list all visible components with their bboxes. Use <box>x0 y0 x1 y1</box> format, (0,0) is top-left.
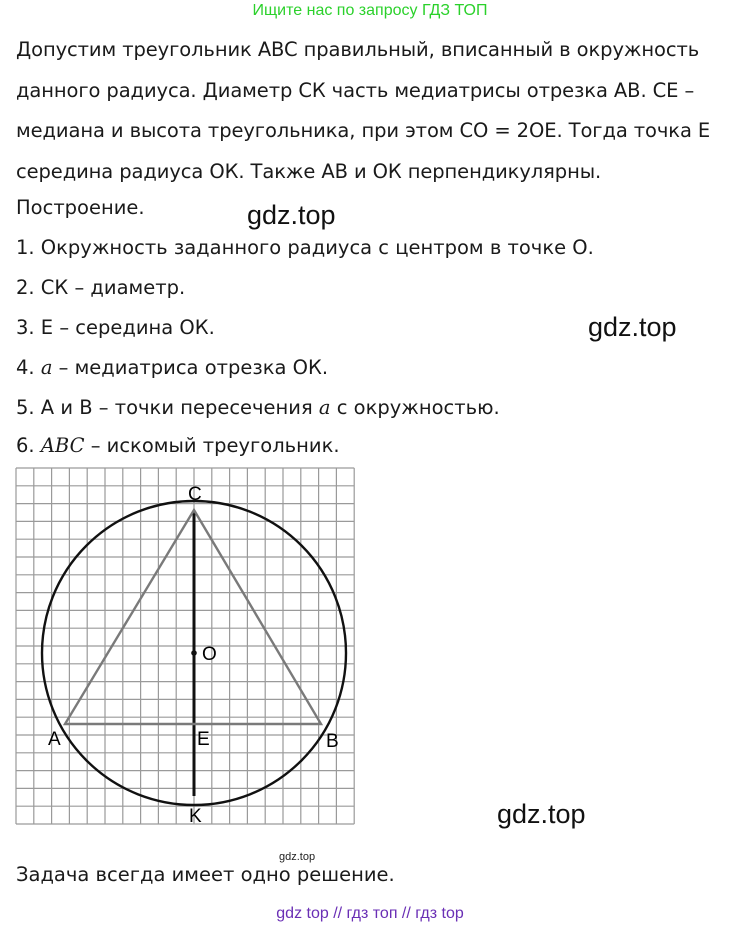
watermark: gdz.top <box>247 200 336 230</box>
step-5 <box>16 396 500 419</box>
watermark: gdz.top <box>588 312 677 342</box>
step-1: 1. Окружность заданного радиуса с центром в точке О. <box>16 236 594 259</box>
watermark-small: gdz.top <box>279 851 316 863</box>
point-o-label: O <box>202 644 217 665</box>
footer-links[interactable]: gdz top // гдз топ // гдз top <box>276 905 464 922</box>
header-link[interactable]: Ищите нас по запросу ГДЗ ТОП <box>252 2 488 19</box>
watermark: gdz.top <box>497 799 586 829</box>
center-point-o <box>191 650 197 656</box>
intro-paragraph: Допустим треугольник ABC правильный, вписанный в окружность данного радиуса. Диаметр СК часть медиатрисы отрезка АВ. СЕ – медиана и высота треугольника, при этом СО = 2ОЕ. Тогда точка Е середина радиуса ОК. Также АВ и ОК перпендикулярны. <box>16 38 711 183</box>
grid <box>16 468 354 824</box>
step-6-number: 6. <box>16 434 41 457</box>
step-6-variable: ABC <box>40 434 85 457</box>
point-e-label: E <box>197 729 210 750</box>
point-b-label: B <box>326 731 339 752</box>
point-a-label: A <box>48 729 61 750</box>
point-c-label: C <box>188 484 202 505</box>
step-5-text-start: 5. А и В – точки пересечения <box>16 396 319 419</box>
step-6 <box>16 434 340 457</box>
point-k-label: K <box>189 806 202 827</box>
construction-figure <box>14 466 370 850</box>
step-5-text-end: с окружностью. <box>330 396 500 419</box>
step-6-text: – искомый треугольник. <box>84 434 340 457</box>
step-4-text: – медиатриса отрезка ОК. <box>52 356 329 379</box>
construction-title: Построение. <box>16 196 145 219</box>
step-3: 3. Е – середина ОК. <box>16 316 215 339</box>
step-2: 2. СК – диаметр. <box>16 276 186 299</box>
step-5-variable: a <box>318 396 331 419</box>
conclusion: Задача всегда имеет одно решение. <box>16 863 395 886</box>
step-4-variable: a <box>40 356 53 379</box>
step-4-number: 4. <box>16 356 41 379</box>
step-4 <box>16 356 328 379</box>
